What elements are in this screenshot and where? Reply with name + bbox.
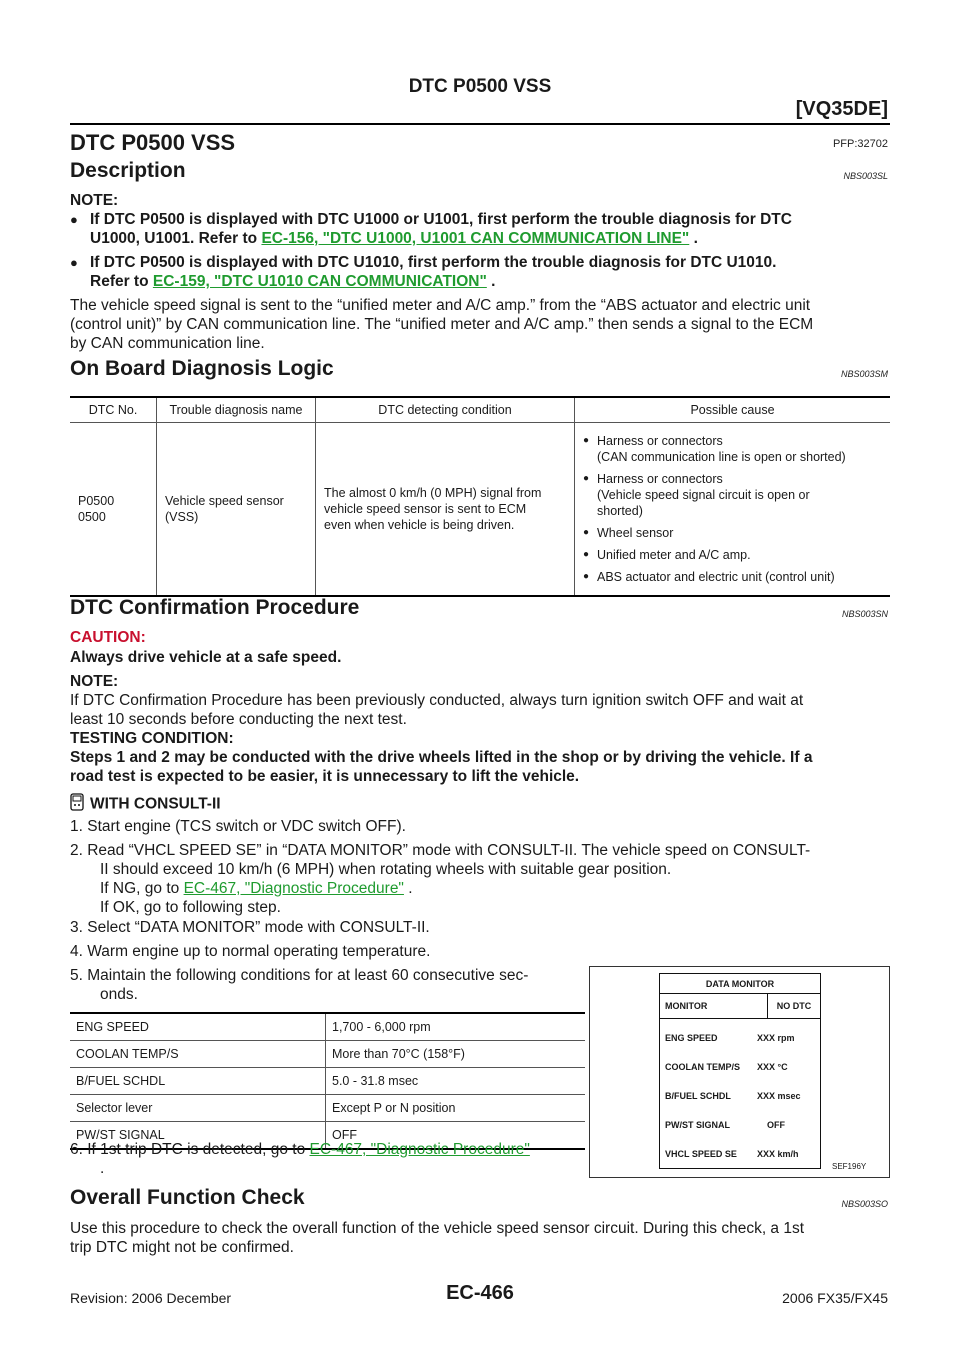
vehicle-model: 2006 FX35/FX45 — [782, 1290, 888, 1306]
condition-row: ENG SPEED 1,700 - 6,000 rpm — [70, 1013, 585, 1041]
link-ec-159[interactable]: EC-159, "DTC U1010 CAN COMMUNICATION" — [152, 273, 487, 290]
link-ec-467[interactable]: EC-467, "Diagnostic Procedure" — [183, 880, 404, 897]
step-6: 6. If 1st trip DTC is detected, go to EC-467, "Diagnostic Procedure" . — [70, 1141, 530, 1177]
obd-row — [70, 423, 890, 597]
note-bullet-2: ● If DTC P0500 is displayed with DTC U1010, first perform the trouble diagnosis for DTC U1010. Refer to EC-159, "DTC U1010 CAN COMMUNICATION" . — [70, 254, 777, 290]
part-code: PFP:32702 — [832, 138, 888, 150]
obd-table — [70, 396, 890, 597]
dtc-number: P0500 0500 — [70, 423, 157, 597]
overall-code: NBS003SO — [841, 1199, 888, 1209]
confirmation-code: NBS003SN — [841, 609, 888, 619]
obd-code: NBS003SM — [840, 369, 888, 379]
revision-date: Revision: 2006 December — [70, 1290, 232, 1306]
engine-model-tag: [VQ35DE] — [795, 98, 888, 120]
overall-heading: Overall Function Check — [70, 1186, 305, 1209]
consult-icon — [70, 793, 84, 816]
description-body: The vehicle speed signal is sent to the “unified meter and A/C amp.” from the “ABS actuator and electric unit (control unit)” by CAN communication line. The “unified meter and A/C amp.” then sends a signal to the ECM by CAN communication line. — [70, 297, 814, 352]
testing-label: TESTING CONDITION: — [70, 730, 234, 747]
bullet-icon: ● — [70, 212, 78, 227]
step-4: 4. Warm engine up to normal operating temperature. — [70, 943, 431, 960]
screen-row: B/FUEL SCHDL XXX msec — [665, 1090, 801, 1101]
condition-row: COOLAN TEMP/S More than 70°C (158°F) — [70, 1041, 585, 1068]
step-2: 2. Read “VHCL SPEED SE” in “DATA MONITOR” mode with CONSULT-II. The vehicle speed on CONSULT- II should exceed 10 km/h (6 MPH) when rotating wheels with suitable gear position. If NG, go to EC-467, "Diagnostic Procedure" . If OK, go to following step. — [70, 842, 811, 916]
cause-item: ● Wheel sensor — [583, 526, 674, 540]
bullet-icon: ● — [583, 571, 590, 582]
caution-text: Always drive vehicle at a safe speed. — [70, 649, 342, 666]
header-divider — [70, 123, 890, 125]
bullet-icon: ● — [583, 473, 590, 484]
note-label-2: NOTE: — [70, 673, 119, 690]
cause-item: ● ABS actuator and electric unit (control unit) — [583, 570, 835, 584]
description-heading: Description — [70, 159, 186, 182]
col-diagnosis-name: Trouble diagnosis name — [157, 397, 316, 423]
step-5: 5. Maintain the following conditions for at least 60 consecutive sec- onds. — [70, 967, 529, 1003]
step-1: 1. Start engine (TCS switch or VDC switch OFF). — [70, 818, 406, 835]
confirmation-heading: DTC Confirmation Procedure — [70, 596, 360, 619]
obd-heading: On Board Diagnosis Logic — [70, 357, 334, 380]
diagnosis-name: Vehicle speed sensor (VSS) — [157, 423, 316, 597]
data-monitor-screen — [659, 973, 821, 1169]
note-label: NOTE: — [70, 192, 119, 209]
cause-item: ● Harness or connectors (Vehicle speed signal circuit is open or shorted) — [583, 472, 810, 518]
link-ec-156[interactable]: EC-156, "DTC U1000, U1001 CAN COMMUNICATION LINE" — [261, 230, 690, 247]
consult-label: WITH CONSULT-II — [70, 793, 890, 816]
description-code: NBS003SL — [843, 171, 888, 181]
possible-causes — [575, 423, 891, 597]
step-3: 3. Select “DATA MONITOR” mode with CONSULT-II. — [70, 919, 430, 936]
conditions-table — [70, 1012, 585, 1150]
caution-label: CAUTION: — [70, 629, 146, 646]
page-number: EC-466 — [446, 1282, 514, 1304]
screen-title: DATA MONITOR — [660, 974, 820, 994]
testing-text: Steps 1 and 2 may be conducted with the drive wheels lifted in the shop or by driving the vehicle. If a road test is expected to be easier, it is unnecessary to lift the vehicle. — [70, 749, 813, 785]
screen-rows — [660, 1019, 820, 1168]
col-dtc-no: DTC No. — [70, 397, 157, 423]
note-bullet-1: ● If DTC P0500 is displayed with DTC U1000 or U1001, first perform the trouble diagnosis for DTC U1000, U1001. Refer to EC-156, "DTC U1000, U1001 CAN COMMUNICATION LINE" . — [70, 211, 792, 247]
bullet-icon: ● — [583, 549, 590, 560]
obd-header-row — [70, 397, 890, 423]
col-detecting-condition: DTC detecting condition — [316, 397, 575, 423]
col-possible-cause: Possible cause — [575, 397, 891, 423]
condition-row: PW/ST SIGNAL OFF — [70, 1122, 585, 1150]
overall-text: Use this procedure to check the overall function of the vehicle speed sensor circuit. During this check, a 1st trip DTC might not be confirmed. — [70, 1220, 805, 1256]
bullet-icon: ● — [583, 435, 590, 446]
page-title: DTC P0500 VSS — [70, 130, 236, 155]
link-ec-467-b[interactable]: EC-467, "Diagnostic Procedure" — [309, 1141, 530, 1158]
screen-row: COOLAN TEMP/S XXX °C — [665, 1061, 788, 1072]
condition-row: Selector lever Except P or N position — [70, 1095, 585, 1122]
cause-item: ● Harness or connectors (CAN communication line is open or shorted) — [583, 434, 846, 464]
note-text: If DTC Confirmation Procedure has been previously conducted, always turn ignition switch OFF and wait at least 10 seconds before conducting the next test. — [70, 692, 804, 728]
screen-header-row: MONITOR NO DTC — [660, 994, 820, 1019]
screen-row: PW/ST SIGNAL OFF — [665, 1119, 785, 1130]
bullet-icon: ● — [70, 255, 78, 270]
figure-id: SEF196Y — [832, 1162, 867, 1171]
screen-row: ENG SPEED XXX rpm — [665, 1032, 795, 1043]
detecting-condition: The almost 0 km/h (0 MPH) signal from vehicle speed sensor is sent to ECM even when vehicle is being driven. — [316, 423, 575, 597]
cause-item: ● Unified meter and A/C amp. — [583, 548, 751, 562]
bullet-icon: ● — [583, 527, 590, 538]
running-header-title: DTC P0500 VSS — [408, 76, 552, 97]
screen-row: VHCL SPEED SE XXX km/h — [665, 1148, 799, 1159]
condition-row: B/FUEL SCHDL 5.0 - 31.8 msec — [70, 1068, 585, 1095]
